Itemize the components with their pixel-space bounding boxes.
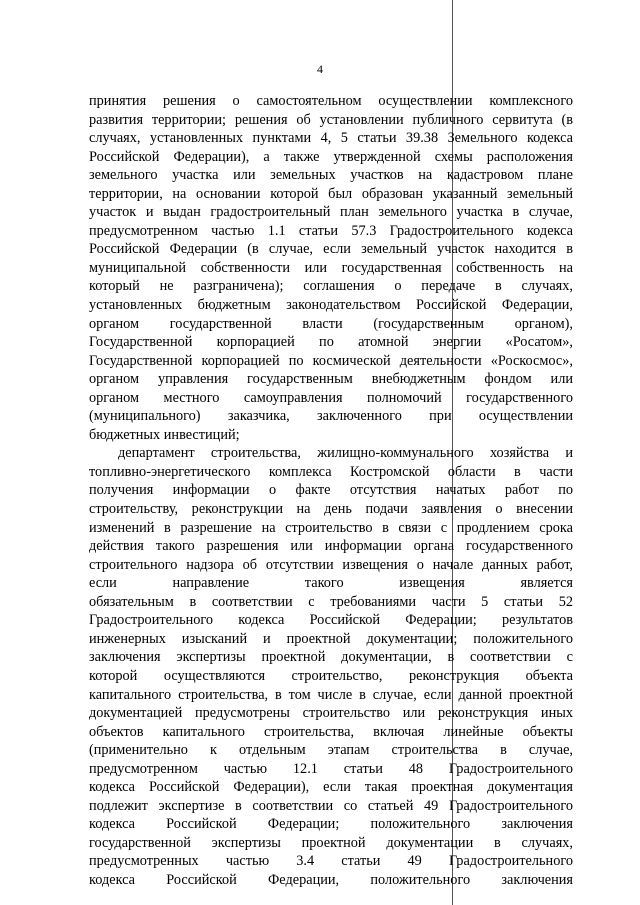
text-line: топливно-энергетического комплекса Костромской области в части — [89, 463, 573, 480]
text-line: строительству, реконструкции на день подачи заявления о внесении — [89, 501, 573, 518]
text-line: кодекса Российской Федерации; положительного заключения — [89, 816, 573, 833]
text-line: инженерных изысканий и проектной документации; положительного — [89, 630, 573, 647]
text-line: который не разграничена); соглашения о передаче в случаях, — [89, 278, 573, 295]
text-line: установленных бюджетным законодательством Российской Федерации, — [89, 297, 573, 314]
text-line: Градостроительного кодекса Российской Федерации; результатов — [89, 612, 573, 629]
text-line: участок и выдан градостроительный план земельного участка в случае, — [89, 204, 573, 221]
text-line: изменений в разрешение на строительство в связи с продлением срока — [89, 519, 573, 536]
text-line: строительного надзора об отсутствии извещения о начале данных работ, — [89, 556, 573, 573]
text-line: органом государственной власти (государственным органом), — [89, 315, 573, 332]
document-body — [89, 92, 573, 890]
text-line: случаях, установленных пунктами 4, 5 статьи 39.38 Земельного кодекса — [89, 130, 573, 147]
text-line: предусмотренном частью 12.1 статьи 48 Градостроительного — [89, 760, 573, 777]
text-line: действия такого разрешения или информации органа государственного — [89, 538, 573, 555]
page-number: 4 — [317, 62, 323, 76]
text-line: предусмотренном частью 1.1 статьи 57.3 Градостроительного кодекса — [89, 222, 573, 239]
text-line: департамент строительства, жилищно-коммунального хозяйства и — [118, 445, 573, 462]
text-line: (муниципального) заказчика, заключенного при осуществлении — [89, 408, 573, 425]
text-line: Государственной корпорацией по атомной энергии «Росатом», — [89, 334, 573, 351]
text-line: предусмотренных частью 3.4 статьи 49 Градостроительного — [89, 853, 573, 870]
text-line: развития территории; решения об установлении публичного сервитута (в — [89, 111, 573, 128]
text-line: органом местного самоуправления полномочий государственного — [89, 389, 573, 406]
text-line: капитального строительства, в том числе в случае, если данной проектной — [89, 686, 573, 703]
text-line: кодекса Российской Федерации, положительного заключения — [89, 871, 573, 888]
text-line: получения информации о факте отсутствия начатых работ по — [89, 482, 573, 499]
text-line: Российской Федерации (в случае, если земельный участок находится в — [89, 241, 573, 258]
text-line: принятия решения о самостоятельном осуществлении комплексного — [89, 93, 573, 109]
text-line: муниципальной собственности или государственная собственность на — [89, 259, 573, 276]
text-line: земельного участка или земельных участков на кадастровом плане — [89, 167, 573, 184]
text-line: кодекса Российской Федерации), если такая проектная документация — [89, 779, 573, 796]
text-line: заключения экспертизы проектной документации, в соответствии с — [89, 649, 573, 666]
text-line: Российской Федерации), а также утвержденной схемы расположения — [89, 148, 573, 165]
text-line: обязательным в соответствии с требованиями части 5 статьи 52 — [89, 593, 573, 610]
text-line: подлежит экспертизе в соответствии со статьей 49 Градостроительного — [89, 797, 573, 814]
text-line: территории, на основании которой был образован указанный земельный — [89, 185, 573, 202]
text-line: (применительно к отдельным этапам строительства в случае, — [89, 742, 573, 759]
text-line: которой осуществляются строительство, реконструкция объекта — [89, 667, 573, 684]
text-line: бюджетных инвестиций; — [89, 426, 240, 443]
text-line: органом управления государственным внебюджетным фондом или — [89, 371, 573, 388]
text-line: государственной экспертизы проектной документации в случаях, — [89, 834, 573, 851]
text-line: объектов капитального строительства, включая линейные объекты — [89, 723, 573, 740]
text-line: документацией предусмотрены строительство или реконструкция иных — [89, 705, 573, 722]
text-line: Государственной корпорацией по космической деятельности «Роскосмос», — [89, 352, 573, 369]
text-line: если направление такого извещения является — [89, 575, 573, 592]
